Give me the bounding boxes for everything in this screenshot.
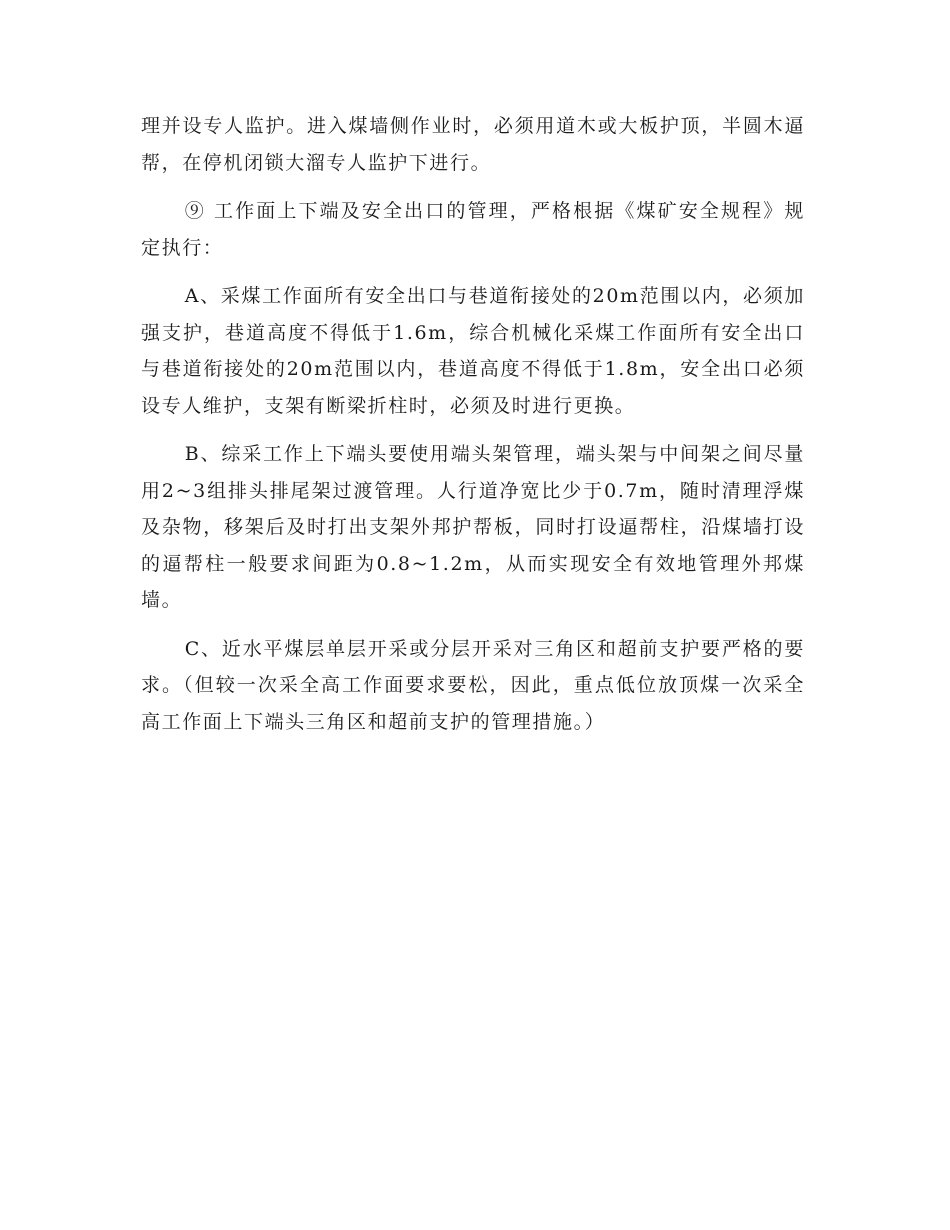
- paragraph-item-c: C、近水平煤层单层开采或分层开采对三角区和超前支护要严格的要求。（但较一次采全高工作面要求要松，因此，重点低位放顶煤一次采全高工作面上下端头三角区和超前支护的管理措施。）: [141, 637, 805, 733]
- paragraph-continuation: 理并设专人监护。进入煤墙侧作业时，必须用道木或大板护顶，半圆木逼帮，在停机闭锁大溜专人监护下进行。: [141, 115, 805, 174]
- paragraph-item-9: ⑨ 工作面上下端及安全出口的管理，严格根据《煤矿安全规程》规定执行：: [141, 200, 805, 259]
- document-body: [141, 108, 805, 752]
- paragraph-item-b: B、综采工作上下端头要使用端头架管理，端头架与中间架之间尽量用2~3组排头排尾架过渡管理。人行道净宽比少于0.7m，随时清理浮煤及杂物，移架后及时打出支架外邦护帮板，同时打设逼帮柱，沿煤墙打设的逼帮柱一般要求间距为0.8~1.2m，从而实现安全有效地管理外邦煤墙。: [141, 443, 805, 611]
- paragraph-item-a: A、采煤工作面所有安全出口与巷道衔接处的20m范围以内，必须加强支护，巷道高度不得低于1.6m，综合机械化采煤工作面所有安全出口与巷道衔接处的20m范围以内，巷道高度不得低于1.8m，安全出口必须设专人维护，支架有断梁折柱时，必须及时进行更换。: [141, 285, 805, 417]
